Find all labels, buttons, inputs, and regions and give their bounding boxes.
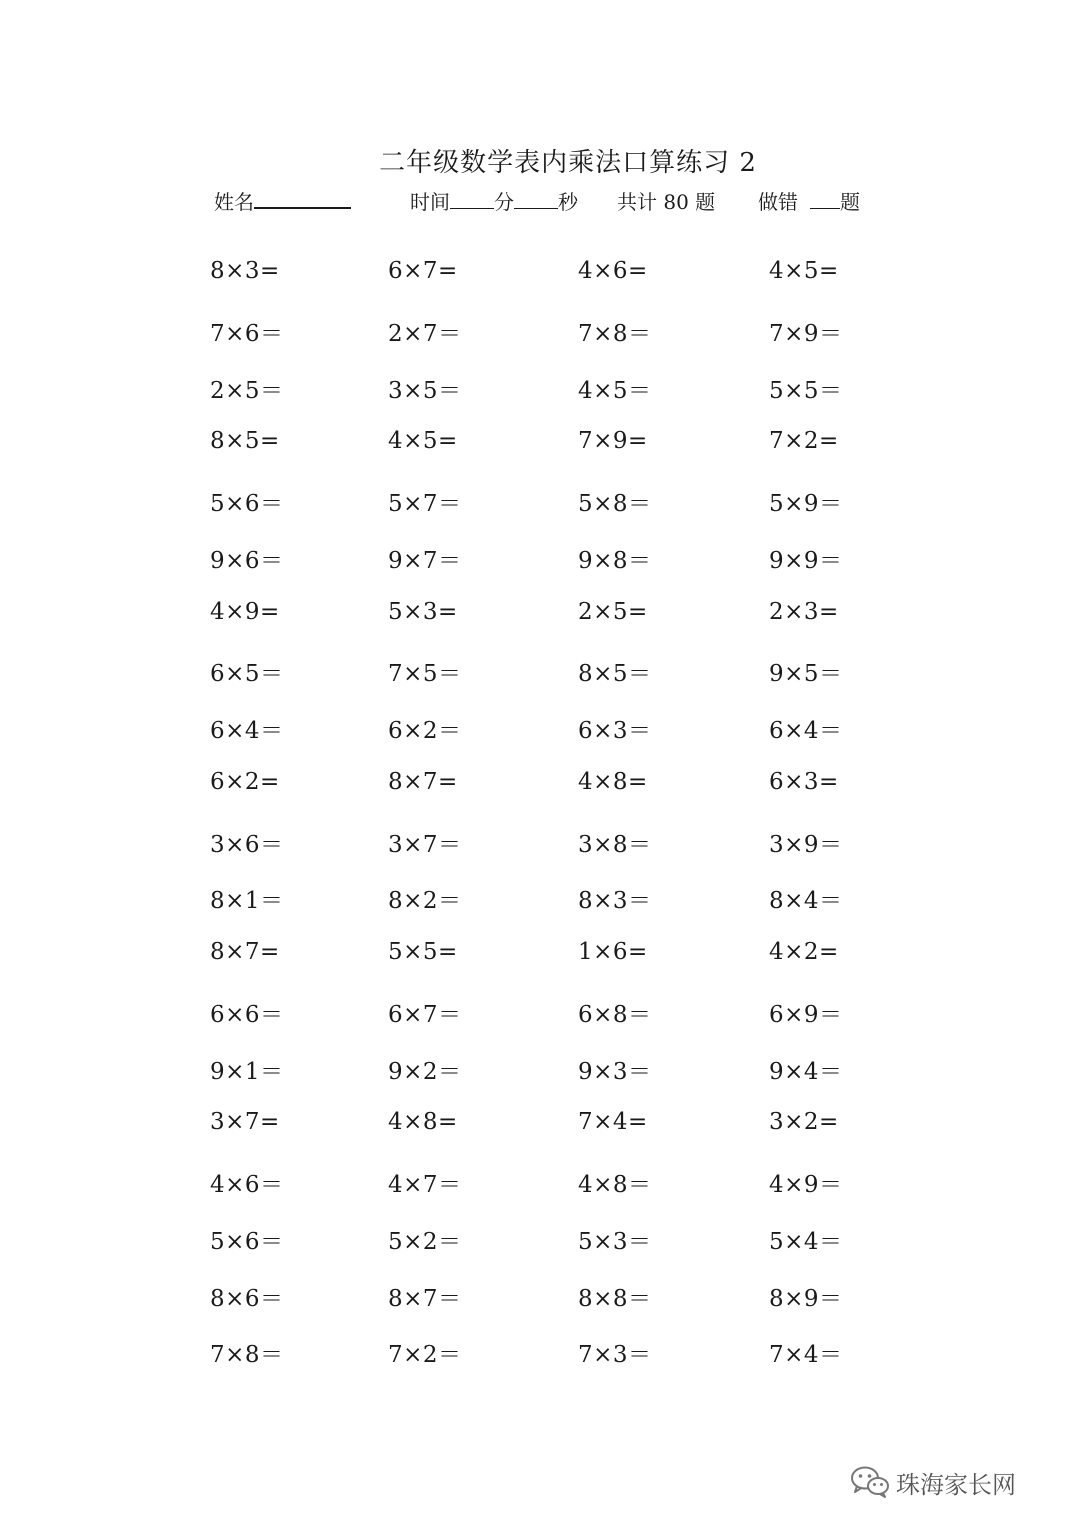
problem-item: 2×3= [769,598,839,625]
problem-item: 3×8＝ [578,831,652,858]
problem-item: 3×5＝ [388,377,462,404]
problem-item: 4×8= [578,768,648,795]
problem-item: 2×5＝ [210,377,284,404]
problem-item: 4×7＝ [388,1172,462,1198]
name-field [214,186,351,215]
problem-item: 6×3＝ [578,718,652,744]
problem-item: 6×8＝ [578,1001,652,1028]
minute-blank[interactable] [450,190,494,209]
problem-item: 7×8＝ [210,1342,284,1369]
problem-item: 8×5＝ [578,661,652,688]
problem-item: 7×8＝ [578,320,652,347]
problem-item: 5×3= [388,598,458,625]
problem-item: 7×5＝ [388,661,462,688]
problem-item: 7×4= [578,1109,648,1136]
name-label: 姓名 [214,190,254,214]
second-blank[interactable] [514,190,558,209]
problem-item: 6×5＝ [210,661,284,688]
problem-item: 8×9＝ [769,1285,843,1312]
problem-item: 4×5＝ [578,377,652,404]
problem-item: 4×6= [578,258,648,284]
problem-item: 4×5= [388,428,458,455]
problem-item: 6×6＝ [210,1001,284,1028]
problem-item: 7×9= [578,428,648,455]
wrong-blank[interactable] [810,190,840,209]
problem-item: 5×6＝ [210,1228,284,1255]
problem-item: 4×8= [388,1109,458,1136]
problem-item: 8×3＝ [578,888,652,915]
problem-item: 5×3＝ [578,1228,652,1255]
problem-item: 4×6＝ [210,1172,284,1198]
problem-item: 5×6＝ [210,491,284,517]
problem-item: 9×1＝ [210,1058,284,1085]
problem-item: 9×5＝ [769,661,843,688]
problem-item: 5×7＝ [388,491,462,517]
time-label: 时间 [410,190,450,214]
problem-item: 8×5= [210,428,280,455]
problem-item: 6×9＝ [769,1001,843,1028]
problem-item: 9×7＝ [388,547,462,574]
minute-label: 分 [494,190,514,214]
worksheet-title: 二年级数学表内乘法口算练习 2 [379,148,757,178]
problem-item: 4×9= [210,598,280,625]
problem-item: 5×5＝ [769,377,843,404]
problem-item: 8×1＝ [210,888,284,915]
problem-item: 5×5= [388,939,458,965]
problem-item: 7×4＝ [769,1342,843,1369]
problem-item: 1×6= [578,939,648,965]
problem-item: 6×4＝ [769,718,843,744]
problem-item: 5×9＝ [769,491,843,517]
problem-item: 4×2= [769,939,839,965]
wechat-icon [850,1465,890,1499]
wrong-suffix: 题 [840,190,860,214]
problem-item: 3×7= [210,1109,280,1136]
problem-item: 4×8＝ [578,1172,652,1198]
watermark-text: 珠海家长网 [896,1470,1016,1499]
problem-item: 9×8＝ [578,547,652,574]
problem-item: 2×7＝ [388,320,462,347]
total-count: 共计 80 题 [617,190,716,214]
problem-item: 2×5= [578,598,648,625]
problem-item: 5×2＝ [388,1228,462,1255]
time-field [410,186,578,215]
problem-item: 6×4＝ [210,718,284,744]
problem-item: 9×3＝ [578,1058,652,1085]
second-label: 秒 [558,190,578,214]
watermark [850,1462,1016,1502]
problem-item: 9×6＝ [210,547,284,574]
problem-item: 4×9＝ [769,1172,843,1198]
problem-item: 7×3＝ [578,1342,652,1369]
problem-item: 3×6＝ [210,831,284,858]
problem-item: 8×3= [210,258,280,284]
problem-item: 4×5= [769,258,839,284]
problem-item: 8×4＝ [769,888,843,915]
problem-item: 5×4＝ [769,1228,843,1255]
problem-item: 8×8＝ [578,1285,652,1312]
problem-item: 7×6＝ [210,320,284,347]
problem-item: 9×4＝ [769,1058,843,1085]
problem-item: 9×2＝ [388,1058,462,1085]
wrong-field [758,186,860,215]
problem-item: 8×2＝ [388,888,462,915]
problem-item: 7×9＝ [769,320,843,347]
problem-item: 6×2＝ [388,718,462,744]
problem-item: 7×2= [769,428,839,455]
problem-item: 3×9＝ [769,831,843,858]
problem-item: 6×7＝ [388,1001,462,1028]
problem-item: 8×7= [210,939,280,965]
problem-item: 6×2= [210,768,280,795]
problem-item: 7×2＝ [388,1342,462,1369]
problem-item: 3×2= [769,1109,839,1136]
name-blank[interactable] [254,189,351,209]
problem-item: 6×7= [388,258,458,284]
problem-item: 3×7＝ [388,831,462,858]
wrong-label: 做错 [758,190,798,214]
problem-item: 9×9＝ [769,547,843,574]
problem-item: 8×7＝ [388,1285,462,1312]
problem-item: 5×8＝ [578,491,652,517]
problem-item: 8×6＝ [210,1285,284,1312]
problem-item: 6×3= [769,768,839,795]
problem-item: 8×7= [388,768,458,795]
